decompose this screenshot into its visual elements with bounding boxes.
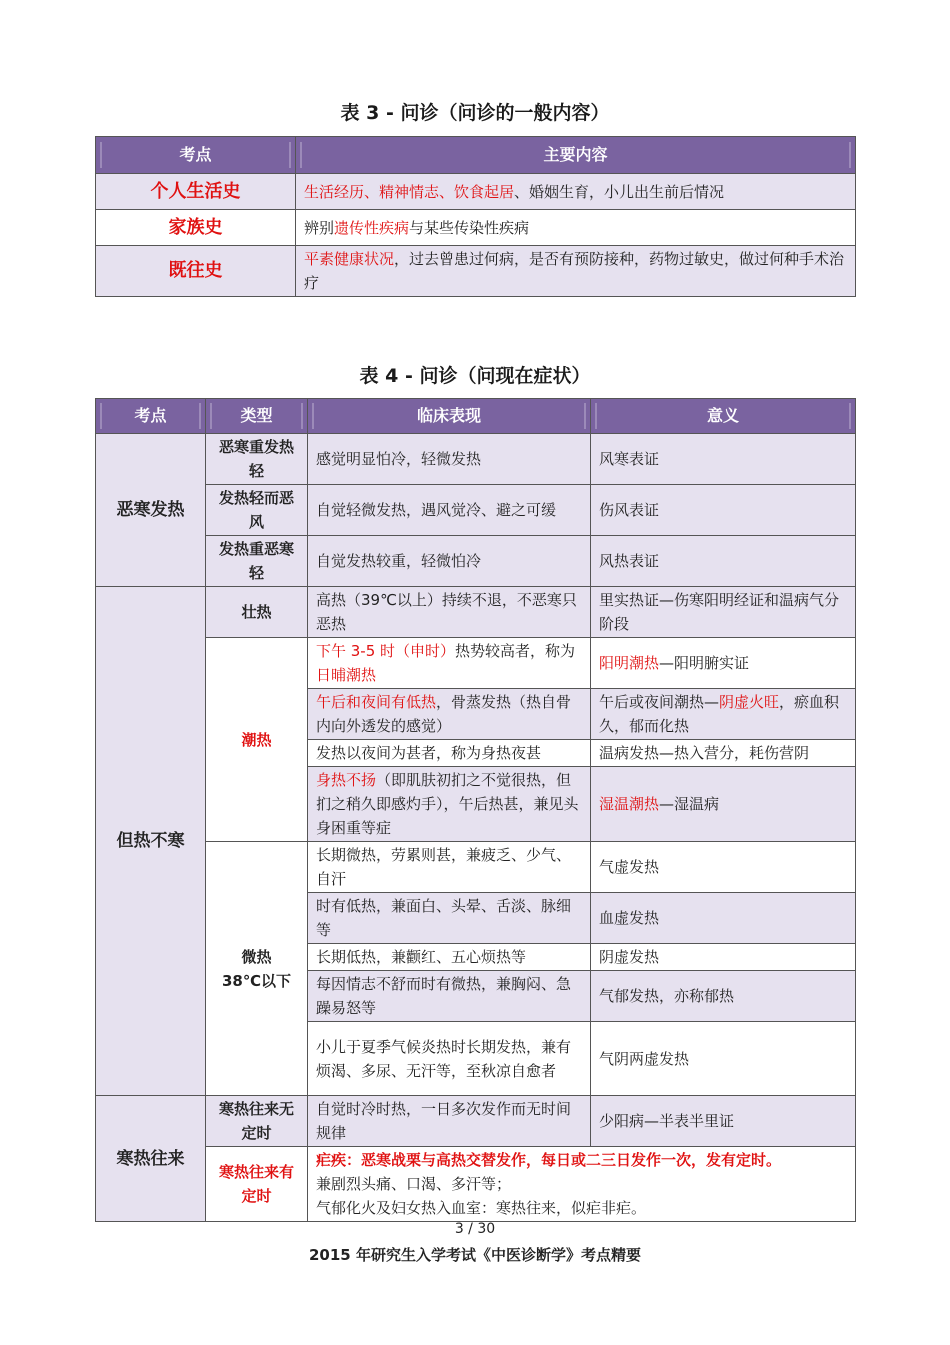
row-content: 平素健康状况，过去曾患过何病，是否有预防接种，药物过敏史，做过何种手术治疗: [296, 246, 856, 297]
row-meaning: 湿温潮热—湿温病: [591, 767, 856, 842]
row-type: 壮热: [206, 587, 308, 638]
row-meaning: 气虚发热: [591, 842, 856, 893]
row-clinical: 发热以夜间为甚者，称为身热夜甚: [308, 740, 591, 767]
group-key: 寒热往来: [96, 1096, 206, 1222]
row-clinical: 长期微热，劳累则甚，兼疲乏、少气、自汗: [308, 842, 591, 893]
row-clinical: 感觉明显怕冷，轻微发热: [308, 434, 591, 485]
table3-title: 表 3 - 问诊（问诊的一般内容）: [340, 102, 610, 124]
row-clinical: 小儿于夏季气候炎热时长期发热，兼有烦渴、多尿、无汗等，至秋凉自愈者: [308, 1022, 591, 1096]
row-meaning: 风热表证: [591, 536, 856, 587]
row-key: 既往史: [96, 246, 296, 297]
row-clinical: 疟疾：恶寒战栗与高热交替发作，每日或二三日发作一次，发有定时。 兼剧烈头痛、口渴、多汗等； 气郁化火及妇女热入血室：寒热往来，似疟非疟。: [308, 1147, 856, 1222]
row-meaning: 气郁发热，亦称郁热: [591, 971, 856, 1022]
row-key: 家族史: [96, 210, 296, 246]
row-clinical: 时有低热，兼面白、头晕、舌淡、脉细等: [308, 893, 591, 944]
page-number: 3 / 30: [454, 1221, 496, 1237]
table-row: [96, 536, 856, 587]
row-meaning: 温病发热—热入营分，耗伤营阴: [591, 740, 856, 767]
row-meaning: 午后或夜间潮热—阴虚火旺，瘀血积久，郁而化热: [591, 689, 856, 740]
row-type: 发热重恶寒轻: [206, 536, 308, 587]
table-row: [96, 587, 856, 638]
table-row: [96, 485, 856, 536]
row-type: 潮热: [206, 638, 308, 842]
row-type: 寒热往来有定时: [206, 1147, 308, 1222]
table-row: [96, 1147, 856, 1222]
row-meaning: 风寒表证: [591, 434, 856, 485]
row-meaning: 血虚发热: [591, 893, 856, 944]
row-meaning: 少阳病—半表半里证: [591, 1096, 856, 1147]
table4-header-meaning: 意义: [591, 399, 856, 434]
row-clinical: 自觉发热较重，轻微怕冷: [308, 536, 591, 587]
row-clinical: 下午 3-5 时（申时）热势较高者，称为日晡潮热: [308, 638, 591, 689]
row-meaning: 阴虚发热: [591, 944, 856, 971]
row-meaning: 里实热证—伤寒阳明经证和温病气分阶段: [591, 587, 856, 638]
row-type: 微热 38℃以下: [206, 842, 308, 1096]
group-key: 但热不寒: [96, 587, 206, 1096]
row-clinical: 自觉轻微发热，遇风觉冷、避之可缓: [308, 485, 591, 536]
table3: [95, 136, 856, 297]
table4-header-key: 考点: [96, 399, 206, 434]
table-row: [96, 246, 856, 297]
row-meaning: 伤风表证: [591, 485, 856, 536]
row-meaning: 气阴两虚发热: [591, 1022, 856, 1096]
row-clinical: 长期低热，兼颧红、五心烦热等: [308, 944, 591, 971]
table3-header-key: 考点: [96, 137, 296, 174]
table4: [95, 398, 856, 1222]
row-key: 个人生活史: [96, 174, 296, 210]
table-row: [96, 174, 856, 210]
row-type: 发热轻而恶风: [206, 485, 308, 536]
row-content: 生活经历、精神情志、饮食起居、婚姻生育，小儿出生前后情况: [296, 174, 856, 210]
row-content: 辨别遗传性疾病与某些传染性疾病: [296, 210, 856, 246]
table-row: [96, 210, 856, 246]
row-clinical: 每因情志不舒而时有微热，兼胸闷、急躁易怒等: [308, 971, 591, 1022]
row-type: 恶寒重发热轻: [206, 434, 308, 485]
row-clinical: 自觉时冷时热，一日多次发作而无时间规律: [308, 1096, 591, 1147]
row-meaning: 阳明潮热—阳明腑实证: [591, 638, 856, 689]
table4-title: 表 4 - 问诊（问现在症状）: [359, 365, 591, 387]
row-clinical: 身热不扬（即肌肤初扪之不觉很热，但扪之稍久即感灼手），午后热甚，兼见头身困重等症: [308, 767, 591, 842]
table-row: [96, 1096, 856, 1147]
table-row: [96, 638, 856, 689]
table3-header-content: 主要内容: [296, 137, 856, 174]
row-clinical: 午后和夜间有低热，骨蒸发热（热自骨内向外透发的感觉）: [308, 689, 591, 740]
table4-header-clinical: 临床表现: [308, 399, 591, 434]
table-row: [96, 842, 856, 893]
row-clinical: 高热（39℃以上）持续不退，不恶寒只恶热: [308, 587, 591, 638]
document-footer: 2015 年研究生入学考试《中医诊断学》考点精要: [309, 1246, 641, 1264]
row-type: 寒热往来无定时: [206, 1096, 308, 1147]
group-key: 恶寒发热: [96, 434, 206, 587]
table-row: [96, 434, 856, 485]
table4-header-type: 类型: [206, 399, 308, 434]
